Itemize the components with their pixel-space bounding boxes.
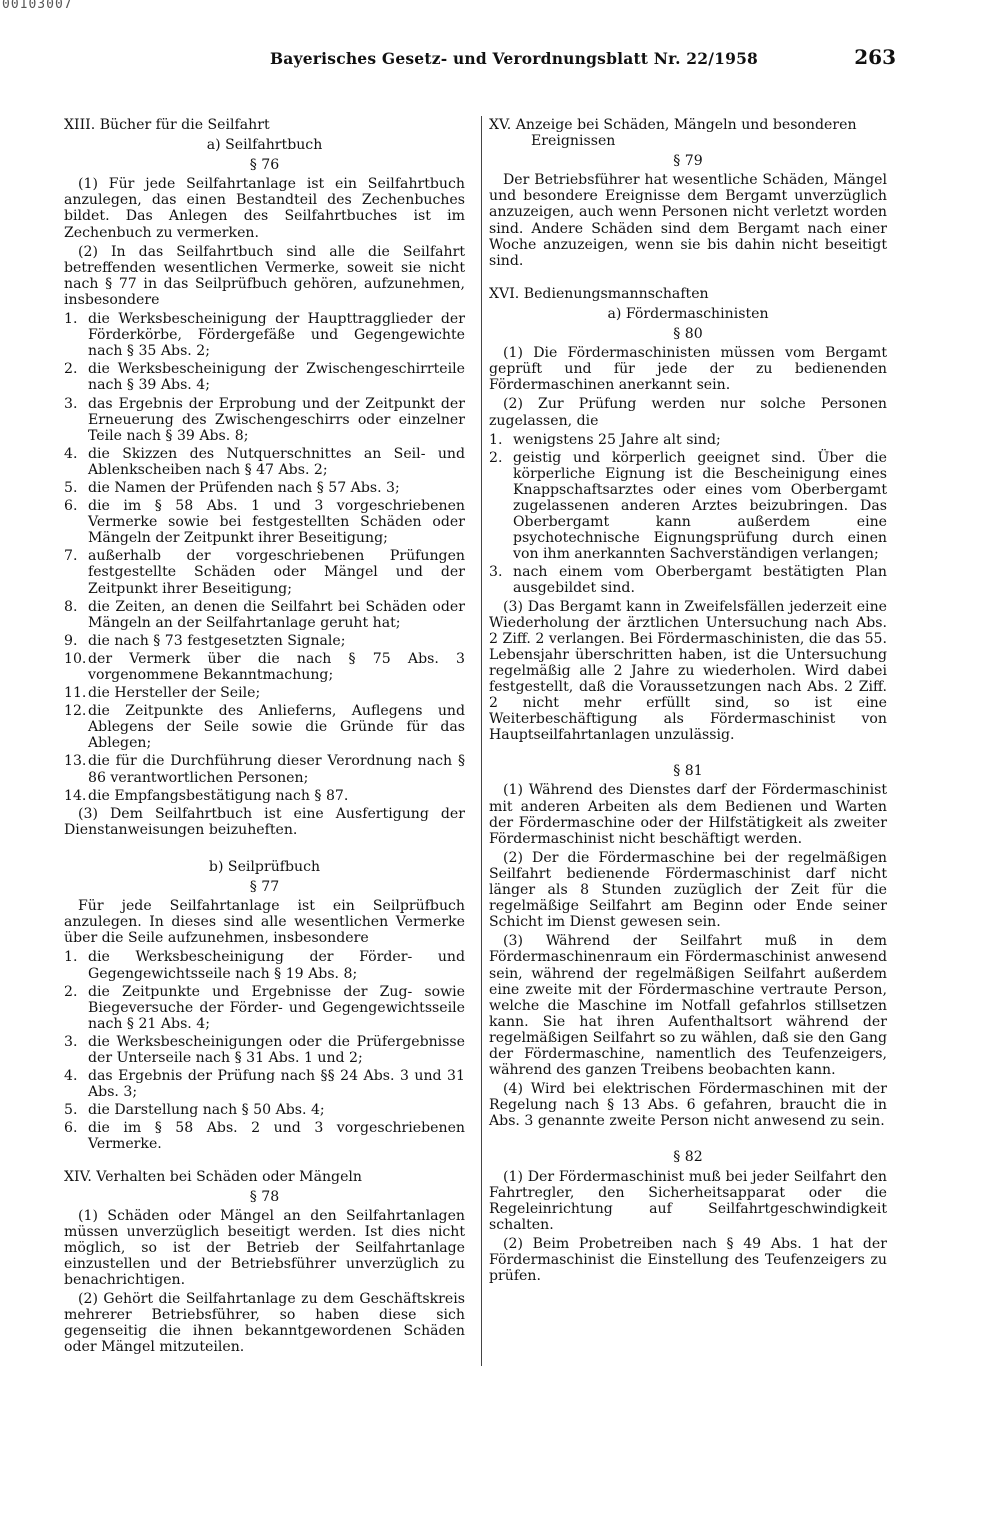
list-76-item <box>64 498 465 546</box>
list-76-item <box>64 651 465 683</box>
list-76-item-number: 9. <box>64 632 78 649</box>
paragraph-number-77: § 77 <box>249 879 280 896</box>
list-76-item-text: die Empfangsbestätigung nach § 87. <box>88 787 349 804</box>
paragraph-number-82: § 82 <box>673 1149 703 1166</box>
section-title-xvi: XVI. Bedienungsmannschaften <box>489 285 709 302</box>
list-76-item-number: 2. <box>64 361 78 378</box>
list-76-item <box>64 396 465 444</box>
column-divider <box>481 116 482 1366</box>
archive-code: 00103007 <box>2 0 73 12</box>
list-76-item-number: 13. <box>64 753 87 770</box>
list-76-item-text: die nach § 73 festgesetzten Signale; <box>88 632 346 649</box>
list-76-item-number: 5. <box>64 479 78 496</box>
list-77-item <box>64 984 465 1032</box>
list-76-item <box>64 633 465 649</box>
list-76-item-number: 7. <box>64 548 78 565</box>
list-77-item-number: 4. <box>64 1068 78 1085</box>
left-column <box>64 117 465 1359</box>
paragraph-number-76: § 76 <box>249 157 280 174</box>
list-76-item-text: die Hersteller der Seile; <box>88 685 261 702</box>
list-76-item <box>64 788 465 804</box>
list-80 <box>489 432 887 597</box>
list-77-item-text: das Ergebnis der Prüfung nach §§ 24 Abs. 3 und 31 Abs. 3; <box>88 1068 465 1101</box>
list-76-item <box>64 446 465 478</box>
section-title-xv: XV. Anzeige bei Schäden, Mängeln und besonderen Ereignissen <box>489 117 857 150</box>
list-77-item-number: 3. <box>64 1033 78 1050</box>
paragraph-76-3: (3) Dem Seilfahrtbuch ist eine Ausfertigung der Dienstanweisungen beizuheften. <box>64 805 465 838</box>
paragraph-80-1: (1) Die Fördermaschinisten müssen vom Bergamt geprüft und für jede der zu bedienenden Fördermaschinen anerkannt sein. <box>489 345 887 394</box>
list-76-item <box>64 703 465 751</box>
paragraph-80-2: (2) Zur Prüfung werden nur solche Personen zugelassen, die <box>489 396 887 429</box>
list-77-item-text: die Zeitpunkte und Ergebnisse der Zug- sowie Biegeversuche der Förder- und Gegengewichtsseile nach § 21 Abs. 4; <box>88 983 465 1032</box>
list-76-item-text: die Werksbescheinigung der Zwischengeschirrteile nach § 39 Abs. 4; <box>88 361 465 394</box>
list-77-item-text: die Werksbescheinigungen oder die Prüfergebnisse der Unterseile nach § 31 Abs. 1 und 2; <box>88 1033 465 1066</box>
list-77-item-text: die Darstellung nach § 50 Abs. 4; <box>88 1102 325 1119</box>
list-80-item <box>489 432 887 448</box>
list-76-item <box>64 599 465 631</box>
list-80-item-text: geistig und körperlich geeignet sind. Über die körperliche Eignung ist die Bescheinigung eines Knappschaftsarztes oder eines vom Oberbergamt zugelassenen anderen Arztes beizubringen. Das Oberbergamt kann außerdem eine psychotechnische Eignungsprüfung durch einen von ihm anerkannten Sachverständigen verlangen; <box>513 449 887 563</box>
paragraph-78-1: (1) Schäden oder Mängel an den Seilfahrtanlagen müssen unverzüglich beseitigt werden. Ist dies nicht möglich, so ist der Betrieb der Seilfahrtanlage einzustellen und der Betriebsführer unverzüglich zu benachrichtigen. <box>64 1207 465 1289</box>
list-76 <box>64 311 465 804</box>
list-77-item <box>64 1068 465 1100</box>
list-76-item-number: 11. <box>64 685 87 702</box>
paragraph-81-3: (3) Während der Seilfahrt muß in dem Fördermaschinenraum ein Fördermaschinist anwesend sein, während der regelmäßigen Seilfahrt außerdem eine zweite mit der Fördermaschine vertraute Person, welche die Maschine im Notfall gefahrlos stillsetzen kann. Sie hat ihren Aufenthaltsort während der regelmäßigen Seilfahrt so zu wählen, daß sie den Gang der Fördermaschine, namentlich des Teufenzeigers, während des ganzen Treibens beobachten kann. <box>489 933 887 1079</box>
list-80-item <box>489 450 887 563</box>
list-76-item <box>64 361 465 393</box>
right-column <box>489 117 887 1287</box>
list-76-item-text: die Skizzen des Nutquerschnittes an Seil- und Ablenkscheiben nach § 47 Abs. 2; <box>88 445 465 478</box>
list-80-item <box>489 564 887 596</box>
list-76-item-text: die Namen der Prüfenden nach § 57 Abs. 3; <box>88 479 400 496</box>
list-77-item-number: 1. <box>64 949 78 966</box>
list-77-item-number: 2. <box>64 983 78 1000</box>
paragraph-number-78: § 78 <box>249 1188 280 1205</box>
list-77-item <box>64 1102 465 1118</box>
list-76-item-number: 1. <box>64 311 78 328</box>
paragraph-82-1: (1) Der Fördermaschinist muß bei jeder Seilfahrt den Fahrtregler, den Sicherheitsapparat oder die Regeleinrichtung auf Seilfahrtgeschwindigkeit schalten. <box>489 1168 887 1233</box>
list-76-item-text: außerhalb der vorgeschriebenen Prüfungen festgestellte Schäden oder Mängel und der Zeitpunkt ihrer Beseitigung; <box>88 548 465 597</box>
list-76-item <box>64 548 465 596</box>
list-76-item <box>64 685 465 701</box>
list-76-item-text: die Zeitpunkte des Anlieferns, Auflegens und Ablegens der Seile sowie die Gründe für das Ablegen; <box>88 703 465 752</box>
list-77-item-number: 5. <box>64 1102 78 1119</box>
list-77-item <box>64 1120 465 1152</box>
page-number: 263 <box>854 45 896 69</box>
paragraph-number-80: § 80 <box>673 326 703 343</box>
paragraph-79: Der Betriebsführer hat wesentliche Schäden, Mängel und besondere Ereignisse dem Bergamt unverzüglich anzuzeigen, auch wenn Personen nicht verletzt worden sind. Andere Schäden sind dem Bergamt nach einer Woche anzuzeigen, wenn sie bis dahin nicht beseitigt sind. <box>489 172 887 269</box>
list-76-item-number: 6. <box>64 498 78 515</box>
paragraph-number-81: § 81 <box>673 763 703 780</box>
subsection-title-seilpruefbuch: b) Seilprüfbuch <box>208 858 321 875</box>
paragraph-82-2: (2) Beim Probetreiben nach § 49 Abs. 1 hat der Fördermaschinist die Einstellung des Teufenzeigers zu prüfen. <box>489 1235 887 1285</box>
list-76-item <box>64 311 465 359</box>
paragraph-80-3: (3) Das Bergamt kann in Zweifelsfällen jederzeit eine Wiederholung der ärztlichen Untersuchung nach Abs. 2 Ziff. 2 verlangen. Bei Fördermaschinisten, die das 55. Lebensjahr überschritten haben, ist die Untersuchung regelmäßig alle 2 Jahre zu wiederholen. Wird dabei festgestellt, daß die Voraussetzungen nach Abs. 2 Ziff. 2 nicht mehr erfüllt sind, so ist eine Weiterbeschäftigung als Fördermaschinist von Hauptseilfahrtanlagen unzulässig. <box>489 598 887 744</box>
list-76-item-text: das Ergebnis der Erprobung und der Zeitpunkt der Erneuerung des Zwischengeschirrs oder einzelner Teile nach § 39 Abs. 8; <box>88 395 465 444</box>
list-76-item-text: die für die Durchführung dieser Verordnung nach § 86 verantwortlichen Personen; <box>88 753 465 786</box>
list-76-item-text: die Werksbescheinigung der Haupttragglieder der Förderkörbe, Fördergefäße und Gegengewichte nach § 35 Abs. 2; <box>88 311 465 360</box>
list-76-item-number: 14. <box>64 787 87 804</box>
list-76-item-number: 8. <box>64 598 78 615</box>
list-77-item-text: die Werksbescheinigung der Förder- und Gegengewichtsseile nach § 19 Abs. 8; <box>88 949 465 982</box>
paragraph-81-1: (1) Während des Dienstes darf der Fördermaschinist mit anderen Arbeiten als dem Bedienen und Warten der Fördermaschine oder der Hilfstätigkeit als zweiter Fördermaschinist nicht beschäftigt werden. <box>489 782 887 847</box>
paragraph-81-2: (2) Der die Fördermaschine bei der regelmäßigen Seilfahrt bedienende Fördermaschinist darf nicht länger als 8 Stunden zuzüglich der Zeit für die regelmäßige Seilfahrt am Beginn oder Ende seiner Schicht im Dienst gewesen sein. <box>489 849 887 931</box>
paragraph-76-1: (1) Für jede Seilfahrtanlage ist ein Seilfahrtbuch anzulegen, das einen Bestandteil des Zechenbuches bildet. Das Anlegen des Seilfahrtbuches ist im Zechenbuch zu vermerken. <box>64 176 465 241</box>
list-76-item <box>64 480 465 496</box>
list-76-item-text: die Zeiten, an denen die Seilfahrt bei Schäden oder Mängeln an der Seilfahrtanlage geruht hat; <box>88 598 465 631</box>
paragraph-number-79: § 79 <box>673 153 703 170</box>
page-header <box>270 46 896 72</box>
list-77-item <box>64 1034 465 1066</box>
list-76-item-number: 3. <box>64 395 78 412</box>
list-76-item-number: 4. <box>64 445 78 462</box>
list-77 <box>64 949 465 1152</box>
list-76-item-number: 12. <box>64 703 87 720</box>
running-title: Bayerisches Gesetz- und Verordnungsblatt Nr. 22/1958 <box>270 49 759 68</box>
list-80-item-text: nach einem vom Oberbergamt bestätigten Plan ausgebildet sind. <box>513 564 887 597</box>
list-80-item-number: 1. <box>489 431 503 448</box>
list-76-item-text: der Vermerk über die nach § 75 Abs. 3 vorgenommene Bekanntmachung; <box>88 650 465 683</box>
paragraph-78-2: (2) Gehört die Seilfahrtanlage zu dem Geschäftskreis mehrerer Betriebsführer, so haben diese sich gegenseitig die ihnen bekanntgewordenen Schäden oder Mängel mitzuteilen. <box>64 1291 465 1356</box>
paragraph-77-intro: Für jede Seilfahrtanlage ist ein Seilprüfbuch anzulegen. In dieses sind alle wesentlichen Vermerke über die Seile aufzunehmen, insbesondere <box>64 898 465 947</box>
subsection-title-seilfahrtbuch: a) Seilfahrtbuch <box>206 137 323 154</box>
section-title-xiii: XIII. Bücher für die Seilfahrt <box>64 117 270 133</box>
subsection-title-foerdermaschinisten: a) Fördermaschinisten <box>607 305 769 322</box>
list-76-item-text: die im § 58 Abs. 1 und 3 vorgeschriebenen Vermerke sowie bei festgestellten Schäden oder Mängeln der Zeitpunkt ihrer Beseitigung; <box>88 498 465 547</box>
list-77-item <box>64 949 465 981</box>
list-76-item <box>64 753 465 785</box>
list-80-item-number: 2. <box>489 449 503 466</box>
list-80-item-number: 3. <box>489 564 503 581</box>
list-80-item-text: wenigstens 25 Jahre alt sind; <box>513 431 721 448</box>
section-title-xiv: XIV. Verhalten bei Schäden oder Mängeln <box>64 1168 363 1185</box>
paragraph-81-4: (4) Wird bei elektrischen Fördermaschinen mit der Regelung nach § 13 Abs. 6 gefahren, braucht die in Abs. 3 genannte zweite Person nicht anwesend zu sein. <box>489 1081 887 1130</box>
paragraph-76-2: (2) In das Seilfahrtbuch sind alle die Seilfahrt betreffenden wesentlichen Vermerke, soweit sie nicht nach § 77 in das Seilprüfbuch gehören, aufzunehmen, insbesondere <box>64 243 465 308</box>
list-77-item-text: die im § 58 Abs. 2 und 3 vorgeschriebenen Vermerke. <box>88 1120 465 1153</box>
list-77-item-number: 6. <box>64 1120 78 1137</box>
list-76-item-number: 10. <box>64 650 87 667</box>
